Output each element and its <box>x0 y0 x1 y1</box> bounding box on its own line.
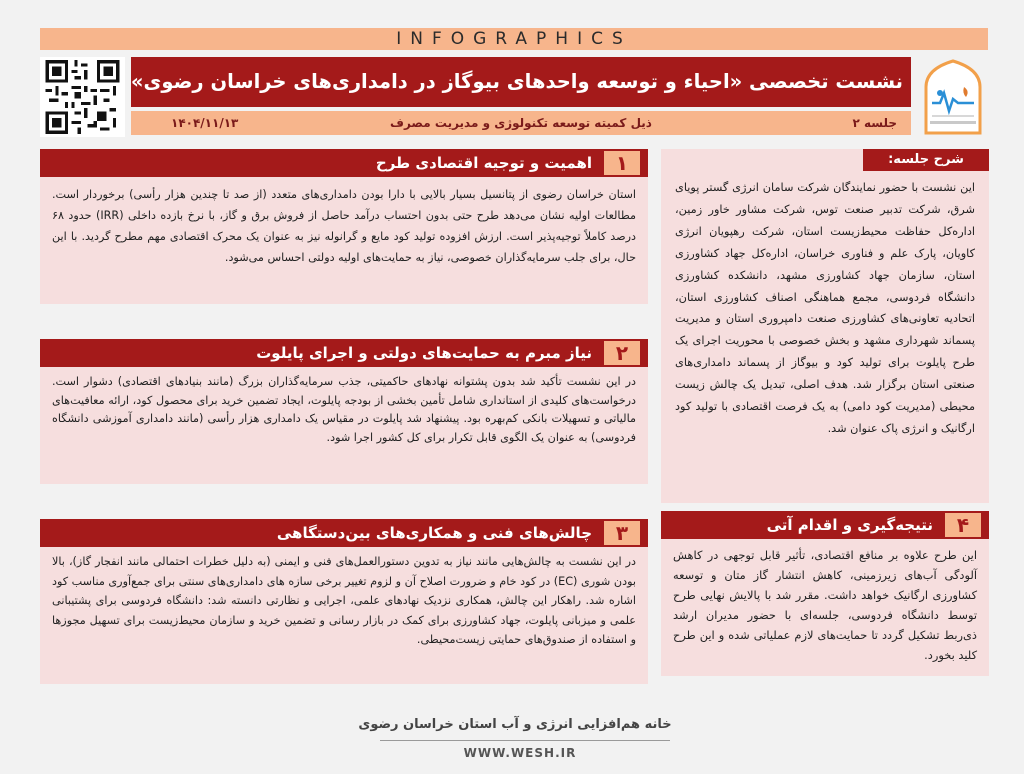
committee-label: ذیل کمیته توسعه تکنولوژی و مدیریت مصرف <box>390 116 652 130</box>
section-title: اهمیت و توجیه اقتصادی طرح <box>375 154 592 172</box>
meeting-info-bar <box>131 111 911 135</box>
session-number: جلسه ۲ <box>852 116 897 130</box>
section-title: نتیجه‌گیری و اقدام آتی <box>766 516 933 534</box>
section-header <box>661 511 989 539</box>
section-card-2 <box>40 339 648 484</box>
section-text: استان خراسان رضوی از پتانسیل بسیار بالایی با دارا بودن دامداری‌های متعدد (از صد تا چندین هزار رأسی) برخوردار است. مطالعات اولیه نشان می‌دهد طرح حتی بدون احتساب درآمد حاصل از فروش برق و گاز، با نرخ بازده داخلی (IRR) حدود ۶۸ درصد کاملاً توجیه‌پذیر است. ارزش افزوده تولید کود مایع و گرانوله نیز به عنوان یک محرک اقتصادی مهم مطرح گردید. با این حال، برای جلب سرمایه‌گذاران خصوصی، نیاز به حمایت‌های اولیه دولتی احساس می‌شود. <box>52 188 636 264</box>
qr-code-icon[interactable] <box>40 57 125 137</box>
explanation-text: این نشست با حضور نمایندگان شرکت سامان انرژی گستر پویای شرق، شرکت تدبیر صنعت توس، شرکت مشاور خاور زمین، اداره‌کل حفاظت محیط‌زیست استان، شرکت رهپویان انرژی کاویان، پارک علم و فناوری خراسان، اداره‌کل جهاد کشاورزی استان، سازمان جهاد کشاورزی مشهد، دانشکده کشاورزی دانشگاه فردوسی، مجمع هماهنگی اصناف کشاورزی استان، اتحادیه تعاونی‌های کشاورزی صنعت دامپروری استان و مدیریت پسماند شهرداری مشهد و بخش خصوصی با محوریت اجرای یک طرح پایلوت برای تولید کود و بیوگاز از پسماند دامداری‌های صنعتی استان برگزار شد. هدف اصلی، تبدیل یک چالش زیست محیطی (مدیریت کود دامی) به یک فرصت اقتصادی با تولید کود ارگانیک و انرژی پاک عنوان شد. <box>675 181 975 435</box>
infographics-strip <box>40 28 988 50</box>
organization-logo <box>918 57 988 137</box>
explanation-card <box>661 149 989 503</box>
page-title: نشست تخصصی «احیاء و توسعه واحدهای بیوگاز در دامداری‌های خراسان رضوی» <box>130 70 903 93</box>
section-card-3 <box>40 519 648 684</box>
explanation-heading: شرح جلسه: <box>863 149 989 171</box>
section-text: این طرح علاوه بر منافع اقتصادی، تأثیر قابل توجهی در کاهش آلودگی آب‌های زیرزمینی، کاهش انتشار گاز متان و توسعه کشاورزی ارگانیک خواهد داشت. مقرر شد با پالایش نهایی طرح توسط دانشگاه فردوسی، جلسه‌ای با حضور مدیران ارشد ذی‌ربط تشکیل گردد تا حمایت‌های لازم عملیاتی شده و این طرح کلید بخورد. <box>673 548 977 662</box>
section-title: چالش‌های فنی و همکاری‌های بین‌دستگاهی <box>276 524 592 542</box>
section-number: ۱ <box>604 151 640 175</box>
section-header <box>40 519 648 547</box>
section-card-1 <box>40 149 648 304</box>
meeting-date: ۱۴۰۴/۱۱/۱۳ <box>171 116 239 130</box>
infographics-label: INFOGRAPHICS <box>396 29 632 49</box>
section-title: نیاز مبرم به حمایت‌های دولتی و اجرای پایلوت <box>256 344 592 362</box>
section-card-4 <box>661 511 989 676</box>
section-number: ۴ <box>945 513 981 537</box>
section-text: در این نشست به چالش‌هایی مانند نیاز به تدوین دستورالعمل‌های فنی و ایمنی (به دلیل خطرات احتمالی مانند انفجار گاز)، بالا بودن شوری (EC) در کود خام و ضرورت اصلاح آن و لزوم تغییر برخی سازه های دامداری‌های سنتی برای جمع‌آوری مناسب کود اشاره شد. راهکار این چالش، همکاری نزدیک نهادهای علمی، اجرایی و نظارتی دانسته شد: دانشگاه فردوسی برای پشتیبانی علمی و میزبانی پایلوت، جهاد کشاورزی برای کمک در بازار رسانی و تضمین خرید و سازمان محیط‌زیست برای تسهیل مجوزها و استفاده از صندوق‌های حمایتی زیست‌محیطی. <box>52 555 636 646</box>
section-number: ۳ <box>604 521 640 545</box>
section-number: ۲ <box>604 341 640 365</box>
footer-organization: خانه هم‌افزایی انرژی و آب استان خراسان رضوی <box>358 717 672 732</box>
section-text: در این نشست تأکید شد بدون پشتوانه نهادهای حاکمیتی، جذب سرمایه‌گذاران بزرگ (مانند بنیادهای اقتصادی) دشوار است. درخواست‌های کلیدی از استانداری شامل تأمین بخشی از بودجه پایلوت، ایجاد تضمین خرید برای محصول کود، ارائه معافیت‌های مالیاتی و تسهیلات بانکی کم‌بهره بود. پیشنهاد شد پایلوت در مقیاس یک دامداری هزار رأسی (مانند دامداری آموزشی دانشگاه فردوسی) به عنوان یک الگوی قابل تکرار برای کل کشور اجرا شود. <box>52 375 636 444</box>
title-bar <box>131 57 911 107</box>
footer-divider <box>380 740 670 741</box>
website-link[interactable]: WWW.WESH.IR <box>463 746 577 760</box>
section-header <box>40 149 648 177</box>
section-header <box>40 339 648 367</box>
